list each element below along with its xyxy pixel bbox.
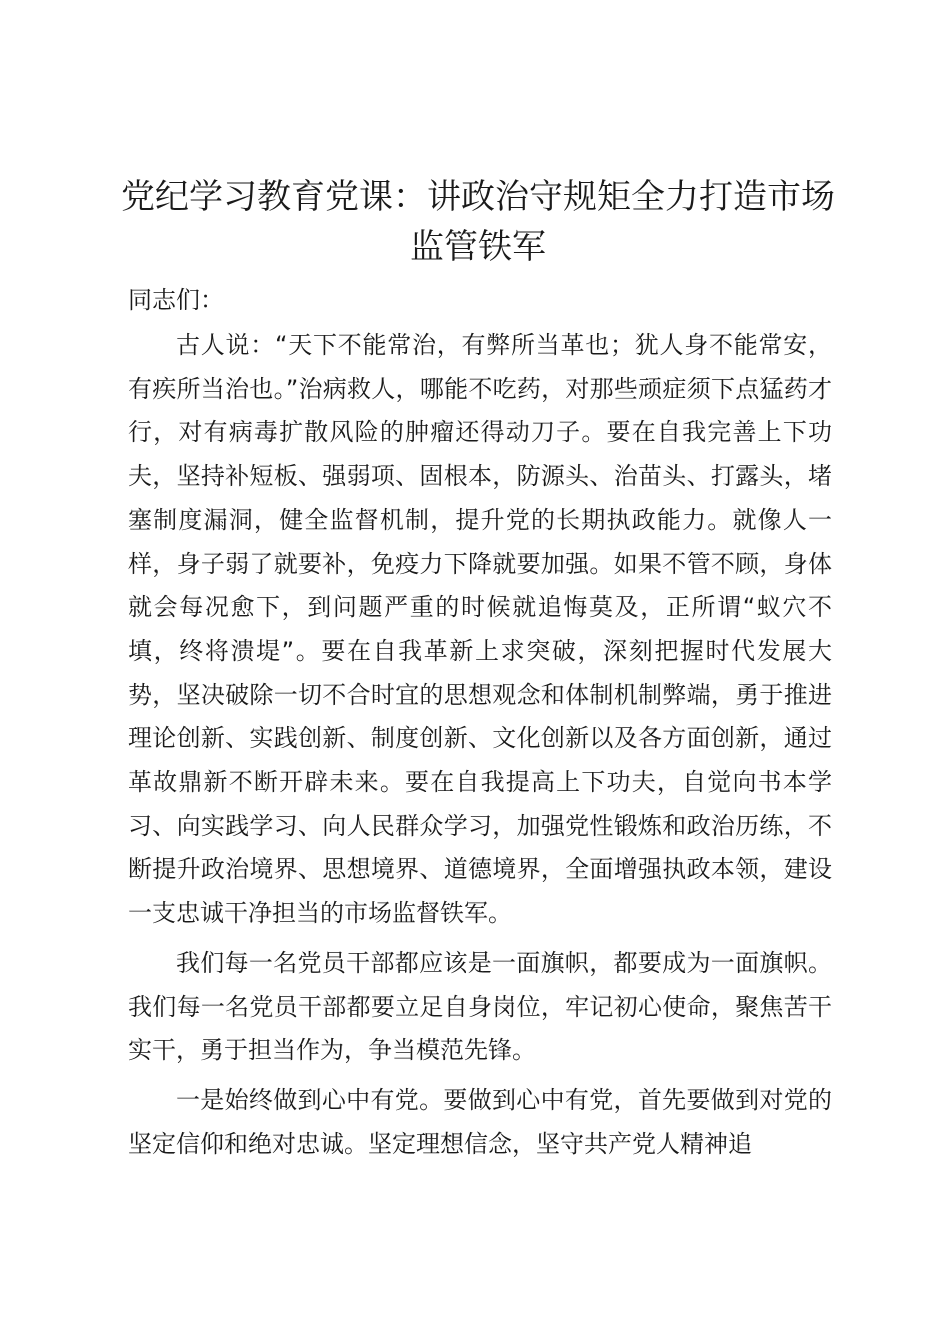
paragraph: 我们每一名党员干部都应该是一面旗帜，都要成为一面旗帜。我们每一名党员干部都要立足自身岗位，牢记初心使命，聚焦苦干实干，勇于担当作为，争当模范先锋。 [128, 948, 832, 1065]
paragraph: 古人说：“天下不能常治，有弊所当革也；犹人身不能常安，有疾所当治也。”治病救人，哪能不吃药，对那些顽症须下点猛药才行，对有病毒扩散风险的肿瘤还得动刀子。要在自我完善上下功夫，坚持补短板、强弱项、固根本，防源头、治苗头、打露头，堵塞制度漏洞，健全监督机制，提升党的长期执政能力。就像人一样，身子弱了就要补，免疫力下降就要加强。如果不管不顾，身体就会每况愈下，到问题严重的时候就追悔莫及，正所谓“蚁穴不填，终将溃堤”。要在自我革新上求突破，深刻把握时代发展大势，坚决破除一切不合时宜的思想观念和体制机制弊端，勇于推进理论创新、实践创新、制度创新、文化创新以及各方面创新，通过革故鼎新不断开辟未来。要在自我提高上下功夫，自觉向书本学习、向实践学习、向人民群众学习，加强党性锻炼和政治历练，不断提升政治境界、思想境界、道德境界，全面增强执政本领，建设一支忠诚干净担当的市场监督铁军。 [128, 331, 832, 928]
paragraph: 一是始终做到心中有党。要做到心中有党，首先要做到对党的坚定信仰和绝对忠诚。坚定理想信念，坚守共产党人精神追 [128, 1085, 832, 1158]
salutation: 同志们： [128, 286, 224, 314]
document-body [128, 324, 832, 1172]
page-title: 党纪学习教育党课：讲政治守规矩全力打造市场监管铁军 [121, 177, 835, 267]
